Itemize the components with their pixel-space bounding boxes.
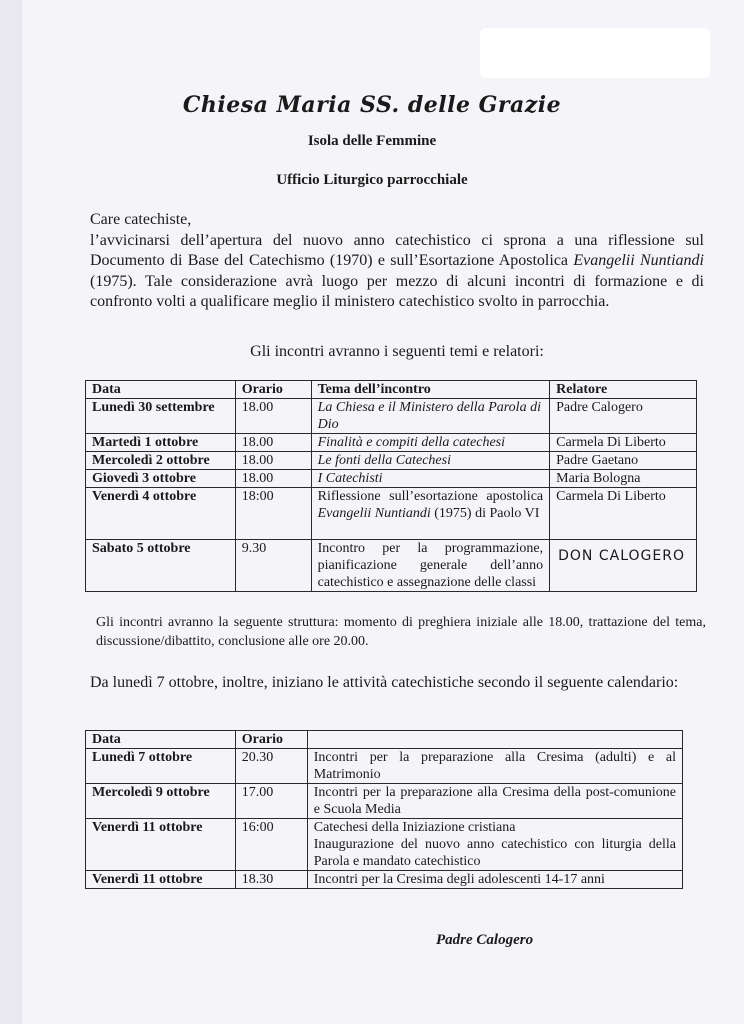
- row-theme: Le fonti della Catechesi: [311, 452, 550, 470]
- table-row: [86, 871, 683, 889]
- row-theme: Incontro per la programmazione, pianificazione generale dell’anno catechistico e assegnazione delle classi: [311, 540, 550, 592]
- table-row: [86, 452, 697, 470]
- row-date: Venerdì 11 ottobre: [86, 819, 236, 871]
- row-theme: La Chiesa e il Ministero della Parola di Dio: [311, 399, 550, 434]
- structure-text: Gli incontri avranno la seguente struttura: momento di preghiera iniziale alle 18.00, trattazione del tema, discussione/dibattito, conclusione alle ore 20.00.: [96, 615, 706, 649]
- table-row: [86, 540, 697, 592]
- row-date: Lunedì 30 settembre: [86, 399, 236, 434]
- row-activity: Incontri per la Cresima degli adolescenti 14-17 anni: [307, 871, 682, 889]
- letter-paragraph: l’avvicinarsi dell’apertura del nuovo anno catechistico ci sprona a una riflessione sul Documento di Base del Catechismo (1970) e sull’Esortazione Apostolica Evangelii Nuntiandi (1975). Tale considerazione avrà luogo per mezzo di alcuni incontri di formazione e di confronto volti a qualificare meglio il ministero catechistico svolto in parrocchia.: [90, 231, 704, 310]
- header-theme: Tema dell’incontro: [311, 381, 550, 399]
- row-time: 17.00: [235, 784, 307, 819]
- row-time: 18.00: [235, 470, 311, 488]
- row-activity: Incontri per la preparazione alla Cresima della post-comunione e Scuola Media: [307, 784, 682, 819]
- calendar-table: [85, 730, 683, 889]
- location-title: Isola delle Femmine: [307, 133, 437, 149]
- table1-intro: Gli incontri avranno i seguenti temi e relatori:: [250, 343, 544, 360]
- table-row: [86, 434, 697, 452]
- office-title: Ufficio Liturgico parrocchiale: [276, 172, 468, 188]
- table-row: [86, 470, 697, 488]
- table-row: [86, 784, 683, 819]
- row-date: Mercoledì 2 ottobre: [86, 452, 236, 470]
- handwritten-speaker: DON CALOGERO: [558, 548, 685, 564]
- header-date: Data: [86, 731, 236, 749]
- row-time: 18.00: [235, 434, 311, 452]
- table-row: [86, 399, 697, 434]
- greeting: Care catechiste,: [90, 211, 192, 228]
- row-date: Sabato 5 ottobre: [86, 540, 236, 592]
- row-time: 9.30: [235, 540, 311, 592]
- row-date: Venerdì 4 ottobre: [86, 488, 236, 540]
- row-theme: Finalità e compiti della catechesi: [311, 434, 550, 452]
- row-theme: I Catechisti: [311, 470, 550, 488]
- table-header-row: [86, 731, 683, 749]
- row-speaker: Padre Calogero: [550, 399, 697, 434]
- header-time: Orario: [235, 731, 307, 749]
- calendar-intro: Da lunedì 7 ottobre, inoltre, iniziano le attività catechistiche secondo il seguente calendario:: [90, 674, 679, 691]
- header-time: Orario: [235, 381, 311, 399]
- row-activity: Catechesi della Iniziazione cristiana Inaugurazione del nuovo anno catechistico con liturgia della Parola e mandato catechistico: [307, 819, 682, 871]
- row-time: 18.30: [235, 871, 307, 889]
- row-speaker: Maria Bologna: [550, 470, 697, 488]
- row-date: Lunedì 7 ottobre: [86, 749, 236, 784]
- row-activity: Incontri per la preparazione alla Cresima (adulti) e al Matrimonio: [307, 749, 682, 784]
- row-speaker: [550, 540, 697, 592]
- row-time: 18.00: [235, 452, 311, 470]
- row-date: Mercoledì 9 ottobre: [86, 784, 236, 819]
- redaction-mark: [480, 28, 710, 78]
- church-name: Chiesa Maria SS. delle Grazie: [182, 92, 562, 118]
- row-date: Venerdì 11 ottobre: [86, 871, 236, 889]
- row-theme: Riflessione sull’esortazione apostolica Evangelii Nuntiandi (1975) di Paolo VI: [311, 488, 550, 540]
- row-time: 18:00: [235, 488, 311, 540]
- table-row: [86, 819, 683, 871]
- table-header-row: [86, 381, 697, 399]
- row-date: Giovedì 3 ottobre: [86, 470, 236, 488]
- row-speaker: Carmela Di Liberto: [550, 434, 697, 452]
- table-row: [86, 488, 697, 540]
- header-activity: [307, 731, 682, 749]
- row-date: Martedì 1 ottobre: [86, 434, 236, 452]
- header-date: Data: [86, 381, 236, 399]
- row-speaker: Padre Gaetano: [550, 452, 697, 470]
- letter-body: [90, 210, 704, 313]
- header-speaker: Relatore: [550, 381, 697, 399]
- row-time: 20.30: [235, 749, 307, 784]
- table-row: [86, 749, 683, 784]
- row-time: 16:00: [235, 819, 307, 871]
- row-time: 18.00: [235, 399, 311, 434]
- row-speaker: Carmela Di Liberto: [550, 488, 697, 540]
- meetings-table: [85, 380, 697, 592]
- signature: Padre Calogero: [436, 932, 534, 948]
